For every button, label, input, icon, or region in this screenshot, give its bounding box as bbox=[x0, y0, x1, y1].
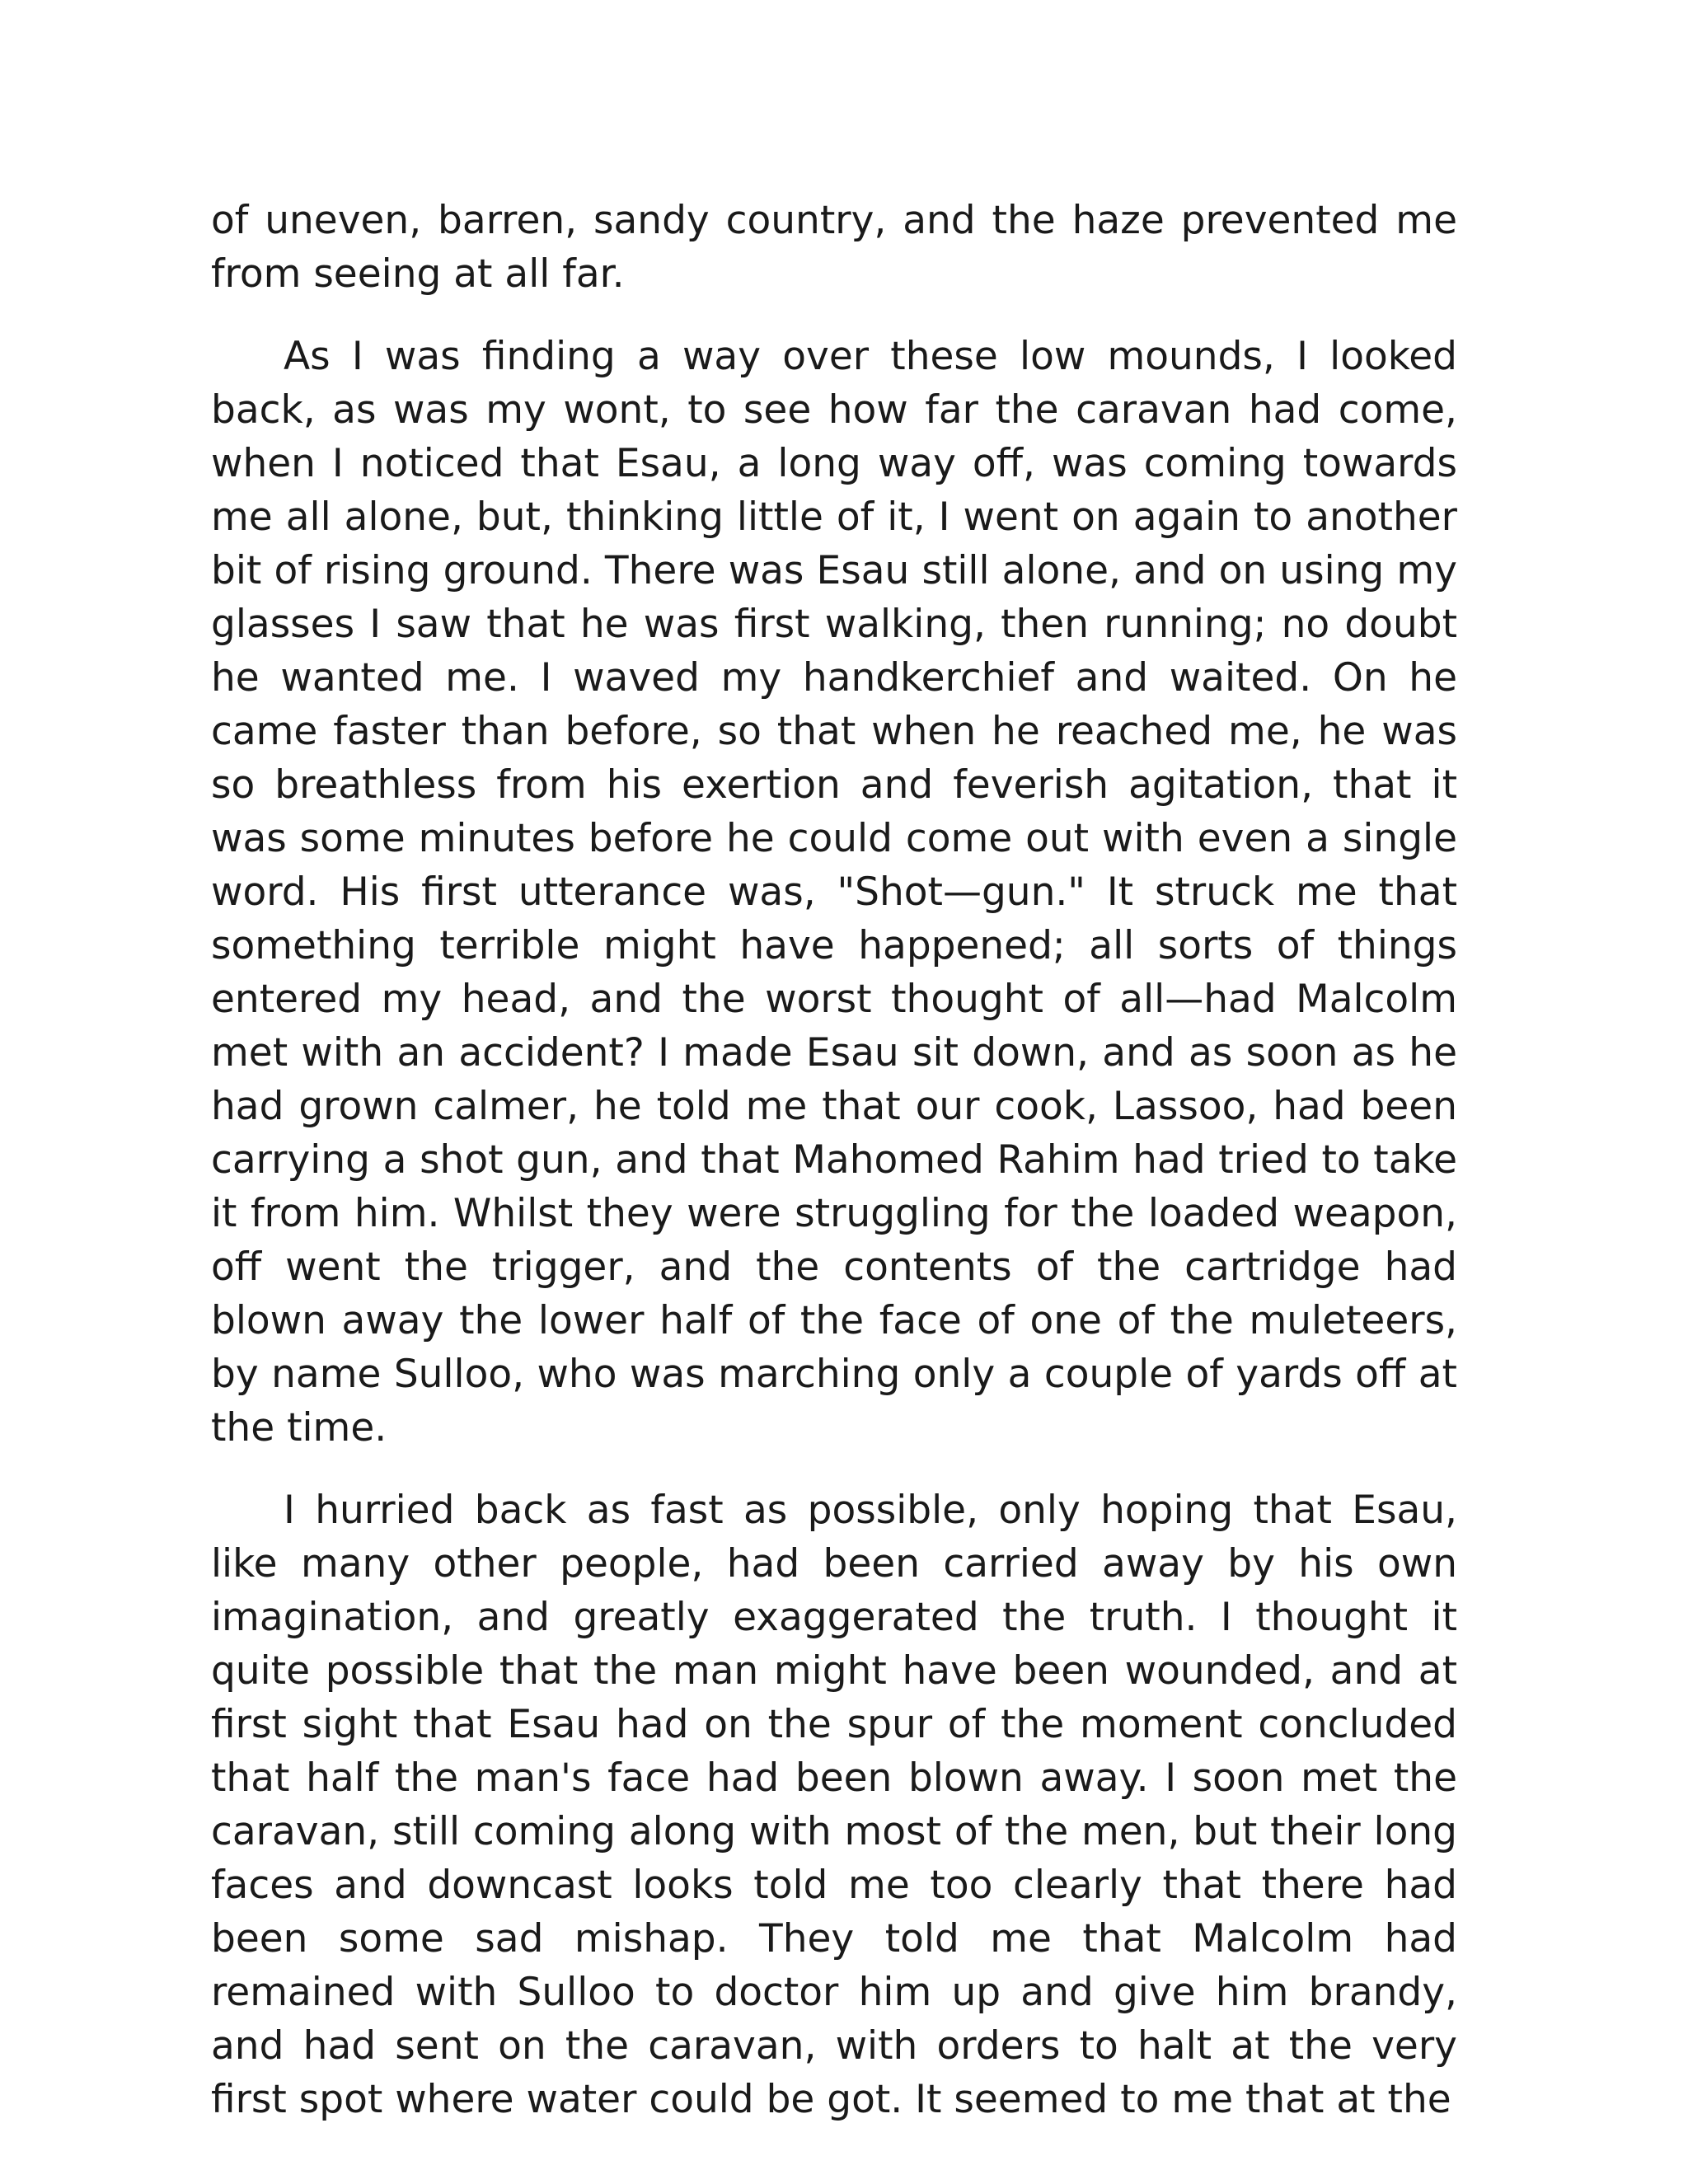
paragraph-3: I hurried back as fast as possible, only hoping that Esau, like many other people, had been carried away by his own imagination, and greatly exaggerated the truth. I thought it quite possible that the man might have been wounded, and at first sight that Esau had on the spur of the moment concluded that half the man's face had been blown away. I soon met the caravan, still coming along with most of the men, but their long faces and downcast looks told me too clearly that there had been some sad mishap. They told me that Malcolm had remained with Sulloo to doctor him up and give him brandy, and had sent on the caravan, with orders to halt at the very first spot where water could be got. It seemed to me that at the bbox=[211, 1488, 1457, 2122]
paragraph-1: of uneven, barren, sandy country, and the haze prevented me from seeing at all far. bbox=[211, 198, 1457, 297]
page-body bbox=[211, 194, 1457, 2126]
paragraph-2: As I was finding a way over these low mounds, I looked back, as was my wont, to see how far the caravan had come, when I noticed that Esau, a long way off, was coming towards me all alone, but, thinking little of it, I went on again to another bit of rising ground. There was Esau still alone, and on using my glasses I saw that he was first walking, then running; no doubt he wanted me. I waved my handkerchief and waited. On he came faster than before, so that when he reached me, he was so breathless from his exertion and feverish agitation, that it was some minutes before he could come out with even a single word. His first utterance was, "Shot—gun." It struck me that something terrible might have happened; all sorts of things entered my head, and the worst thought of all—had Malcolm met with an accident? I made Esau sit down, and as soon as he had grown calmer, he told me that our cook, Lassoo, had been carrying a shot gun, and that Mahomed Rahim had tried to take it from him. Whilst they were struggling for the loaded weapon, off went the trigger, and the contents of the cartridge had blown away the lower half of the face of one of the muleteers, by name Sulloo, who was marching only a couple of yards off at the time. bbox=[211, 334, 1457, 1451]
